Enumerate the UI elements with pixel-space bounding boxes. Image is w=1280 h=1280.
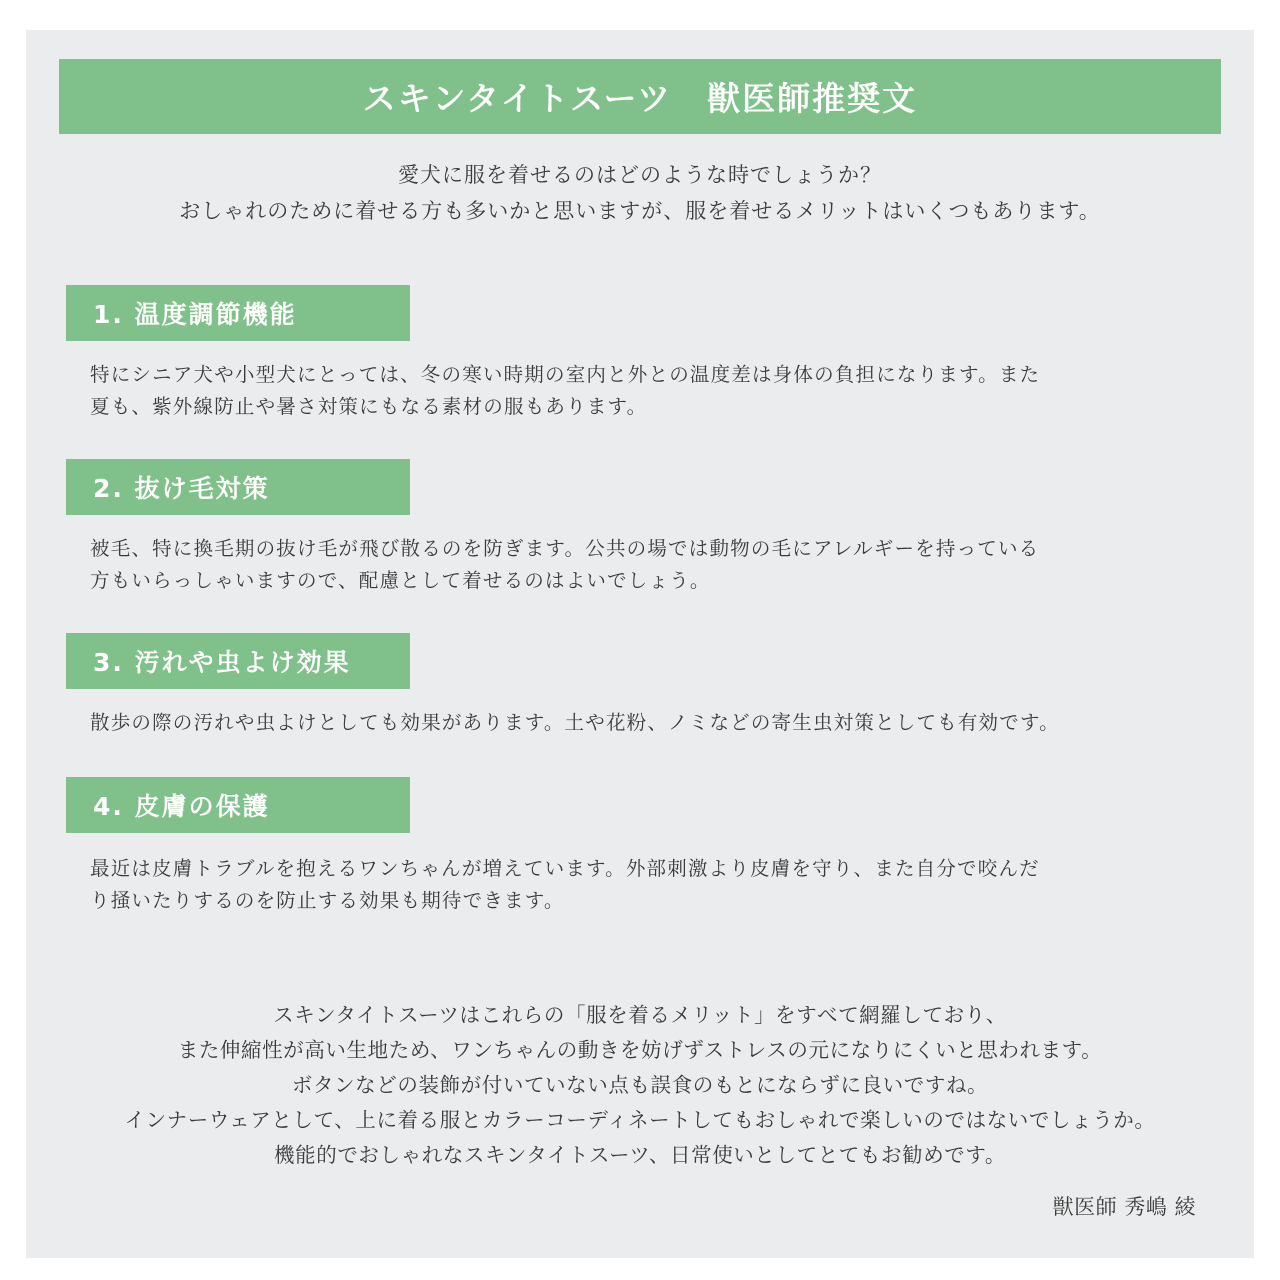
section-body-line: 夏も、紫外線防止や暑さ対策にもなる素材の服もあります。 (90, 395, 648, 418)
intro-line: おしゃれのために着せる方も多いかと思いますが、服を着せるメリットはいくつもあります。 (179, 199, 1101, 223)
intro-line: 愛犬に服を着せるのはどのような時でしょうか？ (398, 163, 882, 187)
section-body-temperature (90, 359, 1210, 423)
intro-paragraph (59, 157, 1221, 229)
section-heading-label: 3. 汚れや虫よけ効果 (93, 648, 351, 677)
closing-line: 機能的でおしゃれなスキンタイトスーツ、日常使いとしてとてもお勧めです。 (274, 1143, 1006, 1167)
closing-line: ボタンなどの装飾が付いていない点も誤食のもとにならずに良いですね。 (291, 1073, 989, 1097)
closing-paragraph (40, 998, 1240, 1173)
section-body-skin (90, 853, 1210, 917)
section-body-dirt-insect (90, 707, 1210, 739)
section-heading-label: 1. 温度調節機能 (93, 300, 297, 329)
section-body-line: 散歩の際の汚れや虫よけとしても効果があります。土や花粉、ノミなどの寄生虫対策としても有効です。 (90, 711, 1060, 734)
title-banner (59, 59, 1221, 134)
section-body-line: 特にシニア犬や小型犬にとっては、冬の寒い時期の室内と外との温度差は身体の負担になります。また (90, 363, 1041, 386)
section-heading-label: 4. 皮膚の保護 (93, 792, 270, 821)
section-heading-shedding (66, 459, 410, 515)
section-heading-label: 2. 抜け毛対策 (93, 474, 270, 503)
section-body-shedding (90, 533, 1210, 597)
section-heading-dirt-insect (66, 633, 410, 689)
section-body-line: 方もいらっしゃいますので、配慮として着せるのはよいでしょう。 (90, 569, 711, 592)
section-body-line: 最近は皮膚トラブルを抱えるワンちゃんが増えています。外部刺激より皮膚を守り、また自分で咬んだ (90, 857, 1040, 880)
section-body-line: り掻いたりするのを防止する効果も期待できます。 (90, 889, 565, 912)
page-title: スキンタイトスーツ 獣医師推奨文 (362, 79, 918, 118)
closing-line: また伸縮性が高い生地ため、ワンちゃんの動きを妨げずストレスの元になりにくいと思われます。 (177, 1038, 1103, 1062)
section-heading-temperature (66, 285, 410, 341)
closing-line: スキンタイトスーツはこれらの「服を着るメリット」をすべて網羅しており、 (273, 1003, 1007, 1027)
section-body-line: 被毛、特に換毛期の抜け毛が飛び散るのを防ぎます。公共の場では動物の毛にアレルギーを持っている (90, 537, 1040, 560)
section-heading-skin (66, 777, 410, 833)
closing-line: インナーウェアとして、上に着る服とカラーコーディネートしてもおしゃれで楽しいのではないでしょうか。 (124, 1108, 1156, 1132)
signature: 獣医師 秀嶋 綾 (1052, 1195, 1196, 1219)
